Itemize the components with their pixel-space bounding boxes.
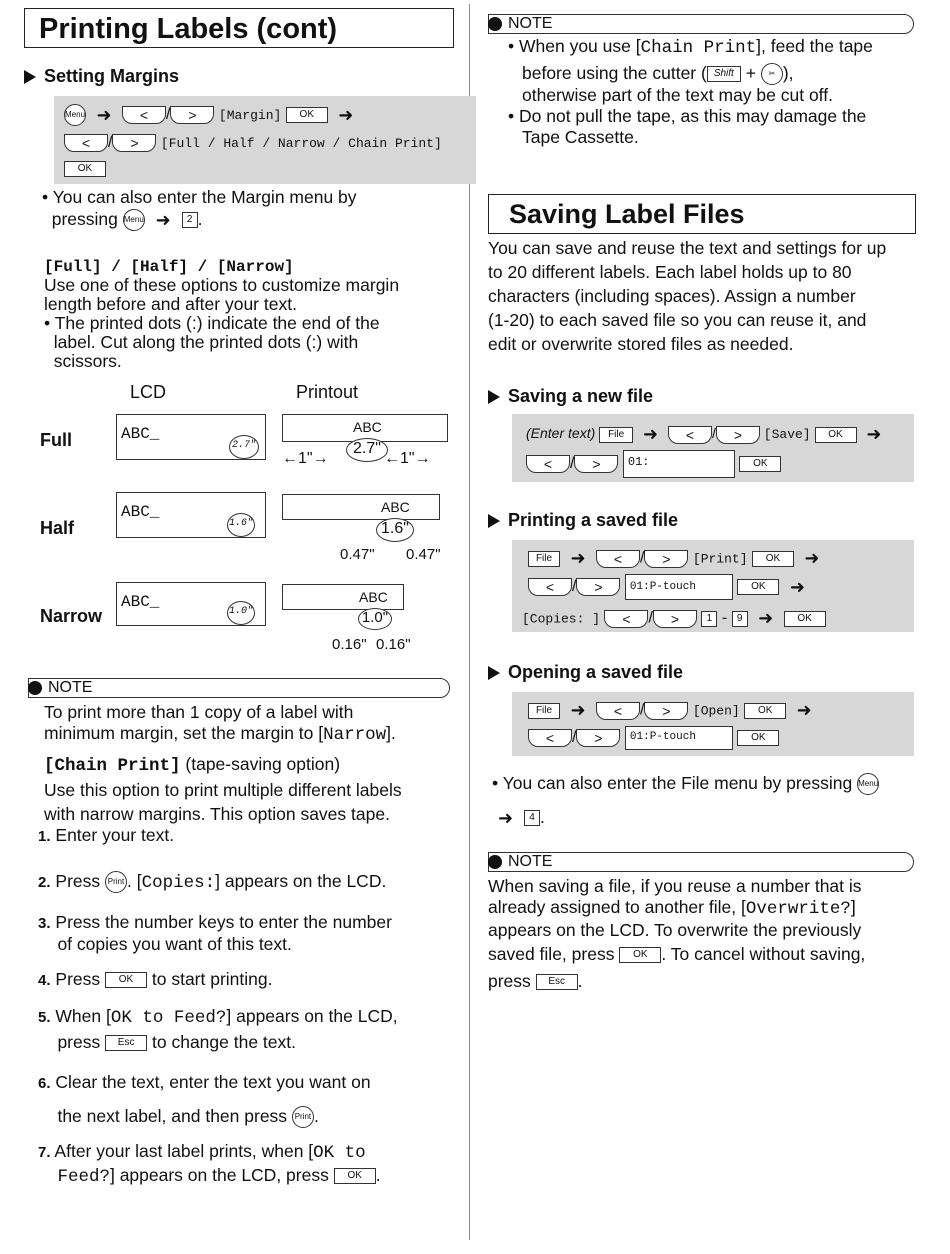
fhn-heading: [Full] / [Half] / [Narrow] bbox=[44, 258, 294, 276]
fhn-line: The printed dots (:) indicate the end of the bbox=[54, 313, 380, 333]
bullet-text: You can also enter the Margin menu by bbox=[52, 187, 357, 207]
note-line: To print more than 1 copy of a label with bbox=[44, 702, 354, 722]
step-1: 1. Enter your text. bbox=[38, 825, 175, 845]
file-key-icon: File bbox=[528, 551, 560, 567]
left-key-icon: < bbox=[64, 134, 108, 152]
key-2-icon: 2 bbox=[182, 212, 198, 228]
slash: / bbox=[108, 134, 113, 152]
note-label: NOTE bbox=[508, 15, 553, 32]
esc-key-icon: Esc bbox=[105, 1035, 147, 1051]
triangle-bullet-icon bbox=[488, 390, 500, 404]
file-key-icon: File bbox=[599, 427, 633, 443]
ok-key-icon: OK bbox=[815, 427, 857, 443]
note-text bbox=[44, 702, 396, 746]
print-key-icon: Print bbox=[105, 871, 127, 893]
left-key-icon: < bbox=[596, 550, 640, 568]
key-9-icon: 9 bbox=[732, 611, 748, 627]
ok-key-icon: OK bbox=[784, 611, 826, 627]
print-file-heading: Printing a saved file bbox=[488, 510, 678, 531]
lcd-text: ABC_ bbox=[121, 593, 160, 611]
right-key-icon: > bbox=[112, 134, 156, 152]
triangle-bullet-icon bbox=[488, 666, 500, 680]
saving-title: Saving Label Files bbox=[488, 194, 916, 234]
row-label: Full bbox=[40, 430, 72, 450]
lcd-display: 01:P-touch bbox=[625, 574, 733, 600]
key-4-icon: 4 bbox=[524, 810, 540, 826]
left-key-icon: < bbox=[596, 702, 640, 720]
arrow-right-icon: ➜ bbox=[570, 700, 586, 720]
left-key-icon: < bbox=[528, 729, 572, 747]
column-divider bbox=[469, 4, 470, 1240]
text-length-circle: 2.7" bbox=[346, 438, 388, 462]
lcd-display bbox=[116, 414, 266, 460]
arrow-right-icon: ➜ bbox=[338, 104, 354, 125]
overwrite-note: When saving a file, if you reuse a number that is already assigned to another file, [Overwrite?] appears on the LCD. To overwrite the previously saved file, press OK . To cancel without saving, press Esc . bbox=[488, 876, 866, 991]
ok-key-icon: OK bbox=[739, 456, 781, 472]
menu-key-icon: Menu bbox=[123, 209, 145, 231]
saving-paragraph: You can save and reuse the text and settings for up to 20 different labels. Each label holds up to 80 characters (including spaces). Assign a number (1-20) to each saved file so you can reuse it, and edit or overwrite stored files as needed. bbox=[488, 238, 887, 354]
fhn-line: label. Cut along the printed dots (:) with bbox=[53, 332, 359, 352]
fhn-line: Use one of these options to customize margin bbox=[44, 275, 400, 295]
lcd-display: 01: bbox=[623, 450, 735, 478]
ok-key-icon: OK bbox=[64, 161, 106, 177]
left-margin-label: 0.47" bbox=[340, 546, 375, 563]
right-key-icon: > bbox=[716, 426, 760, 444]
left-key-icon: < bbox=[668, 426, 712, 444]
left-key-icon: < bbox=[528, 578, 572, 596]
fhn-line: scissors. bbox=[53, 351, 122, 371]
left-margin-label: 0.16" bbox=[332, 636, 367, 653]
triangle-bullet-icon bbox=[488, 514, 500, 528]
margins-heading bbox=[24, 66, 179, 87]
ok-key-icon: OK bbox=[737, 730, 779, 746]
note-bar bbox=[488, 14, 914, 34]
file-key-icon: File bbox=[528, 703, 560, 719]
right-margin-label: 0.16" bbox=[376, 636, 411, 653]
chain-print-note: • When you use [Chain Print], feed the tape before using the cutter ( Shift + ✂ ), otherwise part of the text may be cut off. • Do not pull the tape, as this may damage the Tape Cassette. bbox=[508, 36, 873, 148]
ok-key-icon: OK bbox=[744, 703, 786, 719]
ok-key-icon: OK bbox=[737, 579, 779, 595]
margin-row-narrow bbox=[24, 582, 456, 662]
lcd-header: LCD bbox=[130, 382, 167, 402]
row-label: Narrow bbox=[40, 606, 103, 626]
arrow-right-icon: ➜ bbox=[796, 700, 812, 720]
step-4: 4. Press OK to start printing. bbox=[38, 969, 273, 989]
step-3: 3. Press the number keys to enter the number of copies you want of this text. bbox=[38, 912, 392, 954]
arrow-right-icon: ➜ bbox=[155, 210, 171, 231]
note-icon bbox=[488, 17, 502, 31]
chain-heading: [Chain Print] bbox=[44, 756, 181, 776]
file-menu-bullet: • You can also enter the File menu by pressing Menu ➜ 4 . bbox=[492, 773, 879, 829]
left-key-icon: < bbox=[526, 455, 570, 473]
printout-text: ABC bbox=[353, 419, 382, 435]
print-key-icon: Print bbox=[292, 1106, 314, 1128]
text-length-circle: 1.0" bbox=[358, 608, 392, 630]
right-key-icon: > bbox=[170, 106, 214, 124]
step-7: 7. After your last label prints, when [OK to Feed?] appears on the LCD, press OK . bbox=[38, 1141, 381, 1187]
page-title: Printing Labels (cont) bbox=[24, 8, 454, 48]
margin-row-full bbox=[24, 412, 456, 482]
step-5: 5. When [OK to Feed?] appears on the LCD, press Esc to change the text. bbox=[38, 1006, 398, 1052]
margin-text: [Margin] bbox=[218, 108, 282, 124]
new-file-box: (Enter text) File ➜ < / > [Save] OK ➜ < / > 01: OK bbox=[512, 414, 914, 482]
width-badge: 2.7" bbox=[229, 435, 259, 459]
chain-line: with narrow margins. This option saves tape. bbox=[44, 804, 390, 824]
esc-key-icon: Esc bbox=[536, 974, 578, 990]
ok-key-icon: OK bbox=[619, 947, 661, 963]
margin-row-half bbox=[24, 492, 456, 572]
right-margin-label: 0.47" bbox=[406, 546, 441, 563]
triangle-bullet-icon bbox=[24, 70, 36, 84]
arrow-right-icon: ➜ bbox=[570, 548, 586, 568]
note-label: NOTE bbox=[508, 853, 553, 870]
arrow-right-icon: ➜ bbox=[758, 608, 774, 628]
print-file-box: File ➜ < / > [Print] OK ➜ < / > 01:P-touch OK ➜ [Copies: ] < / > 1 - 9 ➜ OK bbox=[512, 540, 914, 632]
margin-menu-bullet: • You can also enter the Margin menu by pressing Menu ➜ 2 . bbox=[42, 187, 357, 231]
ok-key-icon: OK bbox=[286, 107, 328, 123]
note-bar bbox=[488, 852, 914, 872]
note-bar bbox=[28, 678, 450, 698]
printout-tape bbox=[282, 584, 404, 610]
fhn-line: length before and after your text. bbox=[44, 294, 297, 314]
arrow-right-icon: ➜ bbox=[643, 424, 659, 444]
margin-procedure-box bbox=[54, 96, 476, 184]
arrow-right-icon: ➜ bbox=[789, 576, 805, 597]
right-key-icon: > bbox=[576, 578, 620, 596]
shift-key-icon: Shift bbox=[707, 66, 741, 82]
left-margin-label: ←1"→ bbox=[282, 450, 329, 467]
left-key-icon: < bbox=[604, 610, 648, 628]
note-line: ]. bbox=[386, 723, 396, 743]
printout-text: ABC bbox=[359, 589, 388, 605]
printout-header: Printout bbox=[296, 382, 359, 402]
arrow-right-icon: ➜ bbox=[804, 548, 820, 568]
note-icon bbox=[28, 681, 42, 695]
text-length-circle: 1.6" bbox=[376, 518, 414, 542]
fhn-description: Use one of these options to customize margin length before and after your text. • The printed dots (:) indicate the end of the label. Cut along the printed dots (:) with scissors. bbox=[44, 275, 400, 371]
chain-print-section bbox=[44, 752, 402, 826]
ok-key-icon: OK bbox=[334, 1168, 376, 1184]
key-1-icon: 1 bbox=[701, 611, 717, 627]
note-line: minimum margin, set the margin to [ bbox=[44, 723, 324, 743]
step-6: 6. Clear the text, enter the text you want on the next label, and then press Print . bbox=[38, 1066, 371, 1132]
step-2: 2. Press Print . [Copies:] appears on the LCD. bbox=[38, 871, 387, 893]
slash: / bbox=[166, 106, 171, 124]
right-key-icon: > bbox=[576, 729, 620, 747]
printout-text: ABC bbox=[381, 499, 410, 515]
new-file-heading: Saving a new file bbox=[488, 386, 653, 407]
note-label: NOTE bbox=[48, 679, 93, 696]
printout-tape bbox=[282, 494, 440, 520]
chain-line: Use this option to print multiple different labels bbox=[44, 780, 402, 800]
margins-heading-text: Setting Margins bbox=[44, 66, 180, 86]
cutter-key-icon: ✂ bbox=[761, 63, 783, 85]
row-label: Half bbox=[40, 518, 75, 538]
right-key-icon: > bbox=[653, 610, 697, 628]
right-margin-label: ←1"→ bbox=[384, 450, 431, 467]
ok-key-icon: OK bbox=[752, 551, 794, 567]
margin-options-text: [Full / Half / Narrow / Chain Print] bbox=[160, 136, 442, 152]
menu-key-icon: Menu bbox=[857, 773, 879, 795]
width-badge: 1.6" bbox=[227, 513, 255, 537]
note-icon bbox=[488, 855, 502, 869]
arrow-right-icon: ➜ bbox=[498, 808, 514, 829]
right-key-icon: > bbox=[574, 455, 618, 473]
lcd-display bbox=[116, 492, 266, 538]
arrow-right-icon: ➜ bbox=[866, 424, 882, 444]
open-file-box: File ➜ < / > [Open] OK ➜ < / > 01:P-touch OK bbox=[512, 692, 914, 756]
lcd-text: ABC_ bbox=[121, 425, 160, 443]
chain-subheading: (tape-saving option) bbox=[180, 754, 341, 774]
arrow-right-icon: ➜ bbox=[96, 104, 112, 125]
width-badge: 1.0" bbox=[227, 601, 255, 625]
lcd-text: ABC_ bbox=[121, 503, 160, 521]
right-key-icon: > bbox=[644, 550, 688, 568]
right-key-icon: > bbox=[644, 702, 688, 720]
left-key-icon: < bbox=[122, 106, 166, 124]
open-file-heading: Opening a saved file bbox=[488, 662, 683, 683]
ok-key-icon: OK bbox=[105, 972, 147, 988]
lcd-display bbox=[116, 582, 266, 626]
bullet-text: pressing bbox=[51, 209, 118, 229]
lcd-display: 01:P-touch bbox=[625, 726, 733, 750]
menu-key-icon: Menu bbox=[64, 104, 86, 126]
note-mono: Narrow bbox=[323, 725, 387, 745]
